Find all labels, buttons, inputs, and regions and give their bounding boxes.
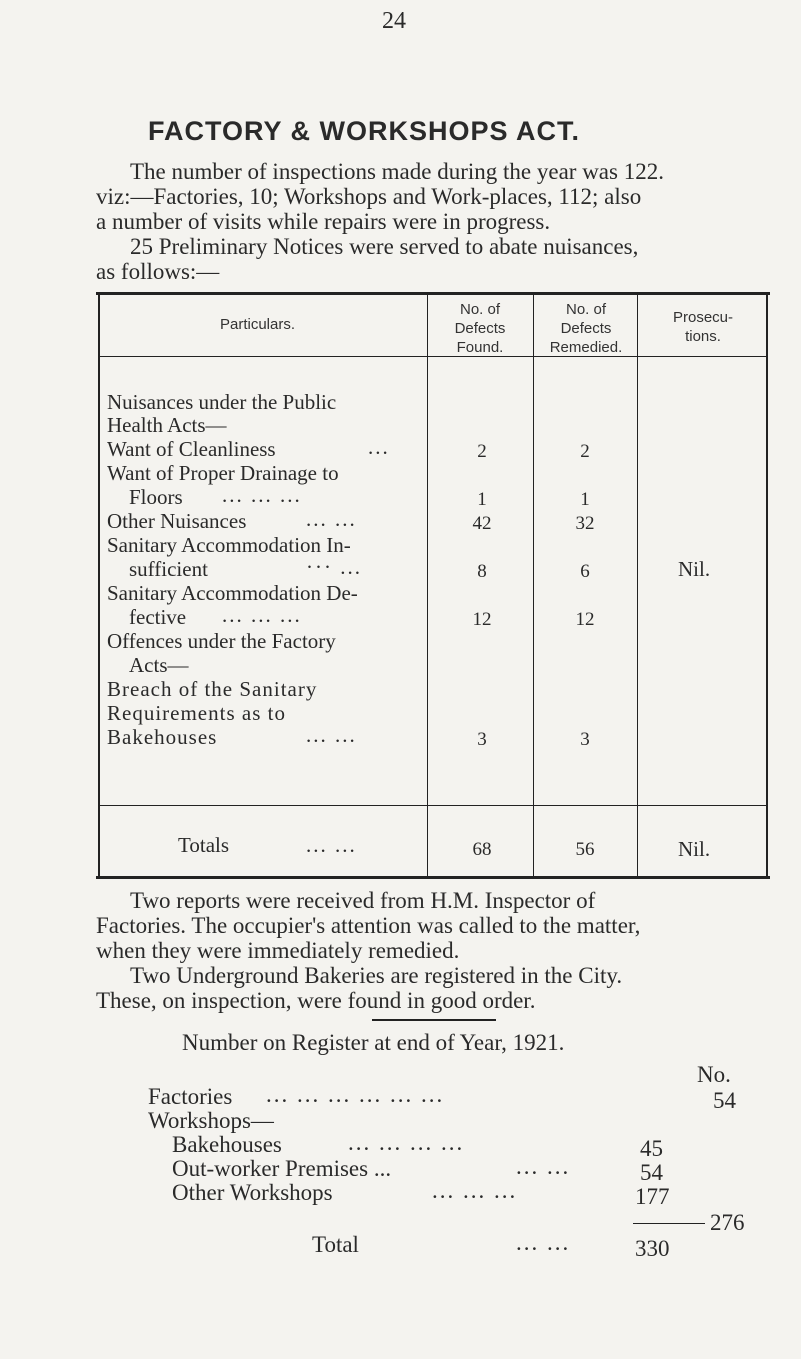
row-label: Other Nuisances [107,509,247,533]
row-label: Requirements as to [107,701,286,725]
row-label: Nuisances under the Public [107,390,337,414]
intro-line: 25 Preliminary Notices were served to abate nuisances, [130,234,639,259]
value-found: 8 [477,561,487,582]
intro-paragraph [96,159,766,284]
register-total-value: 330 [635,1236,670,1261]
leader-dots: ... [368,435,390,459]
intro-line: a number of visits while repairs were in progress. [96,209,551,234]
row-label: Want of Proper Drainage to [107,461,339,485]
row-label: fective [129,605,187,629]
row-label: Floors [129,485,183,509]
table-left-rule [98,292,100,878]
register-label: Workshops— [148,1108,274,1133]
leader-dots: ... ... ... [222,603,302,627]
row-label: Offences under the Factory [107,629,336,653]
totals-rule [100,805,766,806]
value-remedied: 32 [575,513,595,534]
value-remedied: 2 [580,441,590,462]
table-right-rule [766,292,768,878]
intro-line: viz:—Factories, 10; Workshops and Work-places, 112; also [96,184,642,209]
register-label: Factories [148,1084,233,1109]
value-found: 2 [477,441,487,462]
value-remedied: 12 [575,609,595,630]
register-label: Out-worker Premises ... [172,1156,392,1181]
value-remedied: 6 [580,561,590,582]
reports-line: Two reports were received from H.M. Inspector of [130,888,596,913]
register-label: Other Workshops [172,1180,333,1205]
row-label: Health Acts— [107,413,227,437]
register-total-label: Total [312,1232,359,1257]
totals-label: Totals [178,833,230,857]
value-remedied: 3 [580,729,590,750]
register-label: Bakehouses [172,1132,282,1157]
register-subtotal: 276 [710,1210,745,1235]
leader-dots: ... ... ... [432,1178,518,1203]
header-found: No. of Defects Found. [454,301,506,356]
value-found: 42 [472,513,492,534]
row-label: Sanitary Accommodation De- [107,581,358,605]
register-heading: Number on Register at end of Year, 1921. [182,1030,565,1055]
section-divider [372,1019,496,1021]
row-label: Acts— [129,653,189,677]
col-divider [533,294,534,876]
register-no-label: No. [697,1062,731,1087]
leader-dots: ... ... [306,723,357,747]
sum-rule [633,1223,705,1224]
leader-dots: ... ... [306,507,357,531]
reports-line: Factories. The occupier's attention was called to the matter, [96,913,641,938]
header-particulars: Particulars. [220,316,296,333]
leader-dots: ··· ... [306,555,362,579]
value-found: 12 [472,609,492,630]
page-title: FACTORY & WORKSHOPS ACT. [148,116,581,146]
page-number: 24 [382,8,406,34]
value-found: 3 [477,729,487,750]
table-top-rule [96,292,770,295]
intro-line: as follows:— [96,259,220,284]
register-value: 45 [640,1136,663,1161]
reports-paragraph [96,888,776,1013]
reports-line: These, on inspection, were found in good order. [96,988,536,1013]
leader-dots: ... ... ... [222,483,302,507]
value-remedied: 1 [580,489,590,510]
leader-dots: ... ... ... ... [348,1130,465,1155]
row-label: Breach of the Sanitary [107,677,318,701]
reports-line: Two Underground Bakeries are registered in the City. [130,963,623,988]
col-divider [637,294,638,876]
leader-dots: ... ... [516,1154,571,1179]
reports-line: when they were immediately remedied. [96,938,460,963]
col-divider [427,294,428,876]
totals-found: 68 [472,839,492,860]
row-label: Sanitary Accommodation In- [107,533,351,557]
row-label: sufficient [129,557,208,581]
intro-line: The number of inspections made during the year was 122. [130,159,664,184]
totals-prosecutions: Nil. [678,837,711,861]
leader-dots: ... ... [306,833,357,857]
leader-dots: ... ... [516,1230,571,1255]
row-label: Bakehouses [107,725,218,749]
header-remedied: No. of Defects Remedied. [549,301,623,356]
totals-remedied: 56 [575,839,595,860]
header-prosecutions: Prosecu- tions. [672,309,734,345]
table-bottom-rule [96,876,770,879]
leader-dots: ... ... ... ... ... ... [266,1082,445,1107]
value-found: 1 [477,489,487,510]
row-label: Want of Cleanliness [107,437,276,461]
register-value: 177 [635,1184,670,1209]
register-value: 54 [713,1088,736,1113]
value-prosecutions: Nil. [678,557,711,581]
register-value: 54 [640,1160,663,1185]
